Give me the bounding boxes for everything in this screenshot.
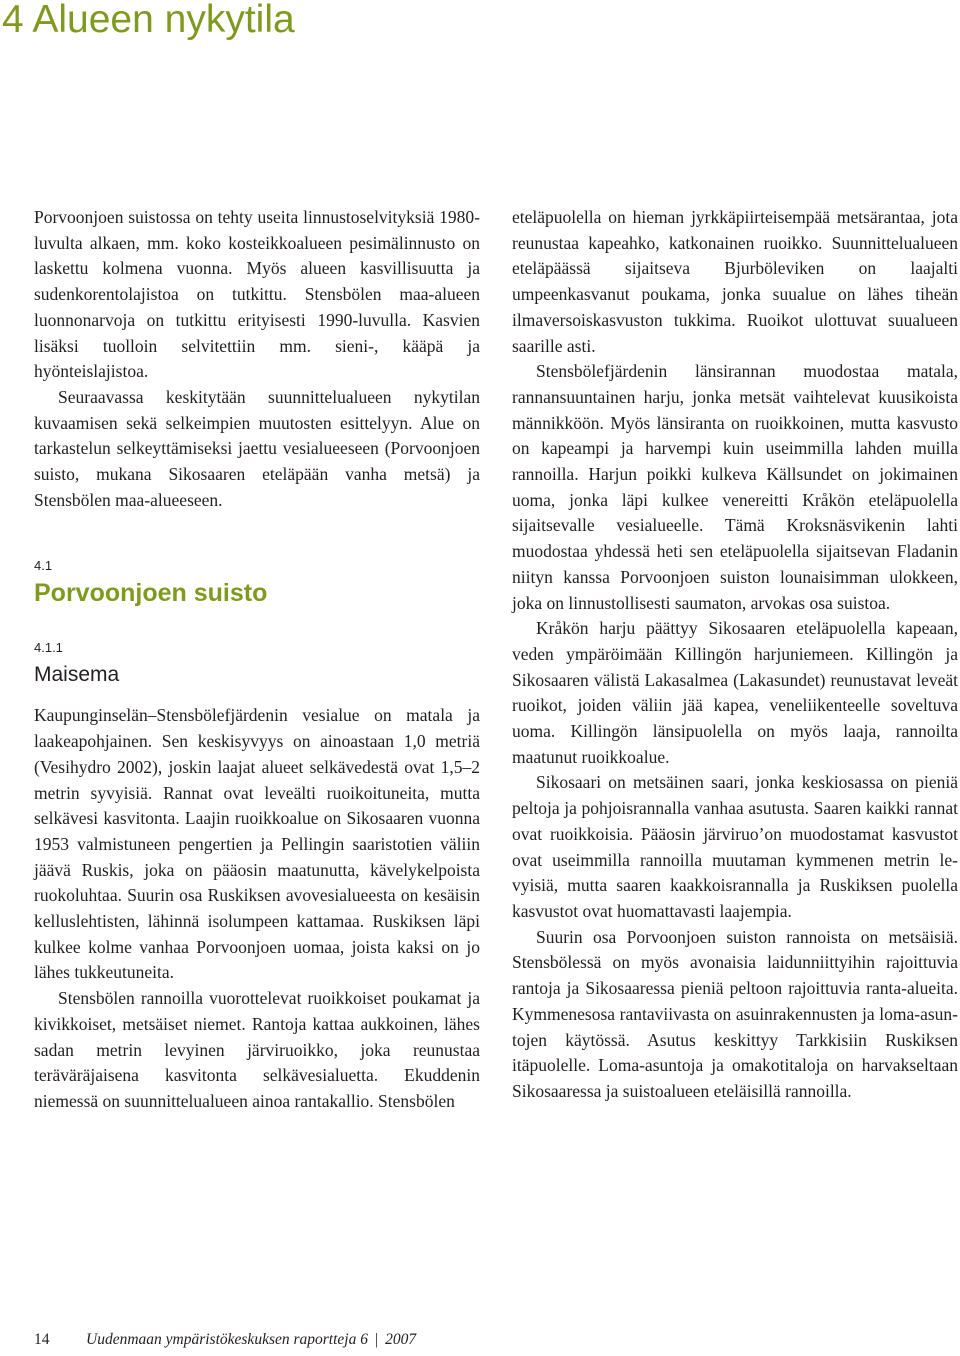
page-footer xyxy=(34,1330,416,1350)
section-number: 4.1 xyxy=(34,558,53,574)
body-paragraph: eteläpuolella on hieman jyrkkäpiirteisempää metsärantaa, jota reunustaa kapeahko, katkonainen ruoikko. Suunnittelualueen eteläpäässä sijaitseva Bjurböleviken on laajalti umpeenkasvanut poukama, jonka suualue on lähes tiheän ilmaversoiskasvuston tukkima. Ruoikot ulottuvat suualueen saarille asti. xyxy=(512,207,958,356)
publication-year: 2007 xyxy=(385,1331,417,1348)
publication-series xyxy=(86,1331,416,1348)
subsection-number: 4.1.1 xyxy=(34,640,63,656)
publication-title: Uudenmaan ympäristökeskuksen raportteja xyxy=(86,1331,357,1348)
page-number: 14 xyxy=(34,1331,50,1348)
body-paragraph: Suurin osa Porvoonjoen suiston rannoista on metsäisiä. Stensbölessä on myös avonaisia laidunniittyihin rajoittuvia rantoja ja Sikosaaressa pieniä peltoon rajoittuvia ranta-alueita. Kymmenesosa rantaviivasta on asuinrakennusten ja loma-asuntojen käytössä. Asutus keskittyy Tarkkisiin Ruskiksen itäpuolelle. Loma-asuntoja ja omakotitaloja on harvakseltaan Sikosaaressa ja suistoalueen eteläisillä rannoilla. xyxy=(512,926,958,1101)
right-column xyxy=(512,205,958,1105)
body-paragraph: Sikosaari on metsäinen saari, jonka keskiosassa on pieniä peltoja ja pohjoisrannalla vanhaa asutusta. Saaren kaikki rannat ovat ruoikkoisia. Pääosin järviruo’on muodostamat kasvustot ovat useimmilla rannoilla muutaman kymmenen metrin levyisiä, mutta saaren kaakkoisrannalla ja Ruskiksen puolella kasvustot ovat huomattavasti laajempia. xyxy=(512,772,958,921)
issue-number: 6 xyxy=(360,1331,368,1348)
chapter-title: 4 Alueen nykytila xyxy=(2,0,295,41)
body-paragraph: Kaupunginselän–Stensbölefjärdenin vesialue on matala ja laakeapohjainen. Sen keskisyvyys on ainoastaan 1,0 metriä (Vesihydro 2002), joskin laajat alueet selkävedestä ovat 1,5–2 metrin syvyisiä. Rannat ovat leveälti ruoikoituneita, mutta selkävesi kasvitonta. Laajin ruoikkoalue on Sikosaaren vuonna 1953 valmistuneen pengertien ja Pellingin saaristotien väliin jäävä Ruskis, joka on pääosin maatunutta, kävelykelpoista ruokoluhtaa. Suurin osa Ruskiksen avovesialueesta on kesäisin kelluslehtisten, lähinnä isolumpeen kattamaa. Ruskiksen läpi kulkee kolme vanhaa Porvoonjoen uomaa, joista kaksi on jo lähes tukkeutuneita. xyxy=(34,705,480,983)
body-paragraph: Stensbölen rannoilla vuorottelevat ruoikkoiset poukamat ja kivikkoiset, metsäiset niemet. Rantoja kattaa aukkoinen, lähes sadan metrin levyinen järviruoikko, joka reunustaa teräväräjaisena kasvitonta selkävesialuetta. Ekuddenin niemessä on suunnittelualueen ainoa rantakallio. Stensbölen xyxy=(34,988,480,1111)
intro-paragraph: Seuraavassa keskitytään suunnittelualueen nykytilan kuvaamisen sekä selkeimpien muutosten esittelyyn. Alue on tarkastelun selkeyttämiseksi jaettu vesialueeseen (Porvoonjoen suisto, mukana Sikosaaren eteläpään vanha metsä) ja Stensbölen maa-alueeseen. xyxy=(34,386,480,510)
left-column xyxy=(34,205,480,1115)
body-paragraph: Kråkön harju päättyy Sikosaaren eteläpuolella kapeaan, veden ympäröimään Killingön harjuniemeen. Killingön ja Sikosaaren välistä Lakasalmea (Lakasundet) reunustavat leveät ruoikot, joiden väliin jää kapea, veneliikenteelle soveltuva uoma. Killingön länsipuolella on myös laaja, rannoilta maatunut ruoikkoalue. xyxy=(512,618,958,767)
subsection-title: Maisema xyxy=(34,663,120,687)
intro-paragraph: Porvoonjoen suistossa on tehty useita linnustoselvityksiä 1980-luvulta alkaen, mm. koko kosteikkoalueen pesimälinnusto on laskettu kolmena vuonna. Myös alueen kasvillisuutta ja sudenkorentolajistoa on tutkittu. Stensbölen maa-alueen luonnonarvoja on tutkittu erityisesti 1990-luvulla. Kasvien lisäksi tuolloin selvitettiin mm. sieni-, kääpä ja hyönteislajistoa. xyxy=(34,207,480,382)
section-title: Porvoonjoen suisto xyxy=(34,579,268,608)
footer-separator: | xyxy=(374,1331,379,1348)
body-paragraph: Stensbölefjärdenin länsirannan muodostaa matala, rannansuuntainen harju, jonka metsät vaihtelevat kuusikoista männikköön. Myös länsiranta on ruoikkoinen, mutta kasvusto on kapeampi ja harvempi kuin useimmilla lahden muilla rannoilla. Harjun poikki kulkeva Källsundet on jokimainen uoma, jonka läpi kulkee venereitti Kråkön eteläpuolella sijaitsevalle vesialueelle. Tämä Kroksnäsvikenin lahti muodostaa yhdessä heti sen eteläpuolella sijaitsevan Fladanin niityn kanssa Porvoonjoen suiston lounaisimman ulokkeen, joka on linnustollisesti saumaton, arvokas osa suistoa. xyxy=(512,361,958,613)
